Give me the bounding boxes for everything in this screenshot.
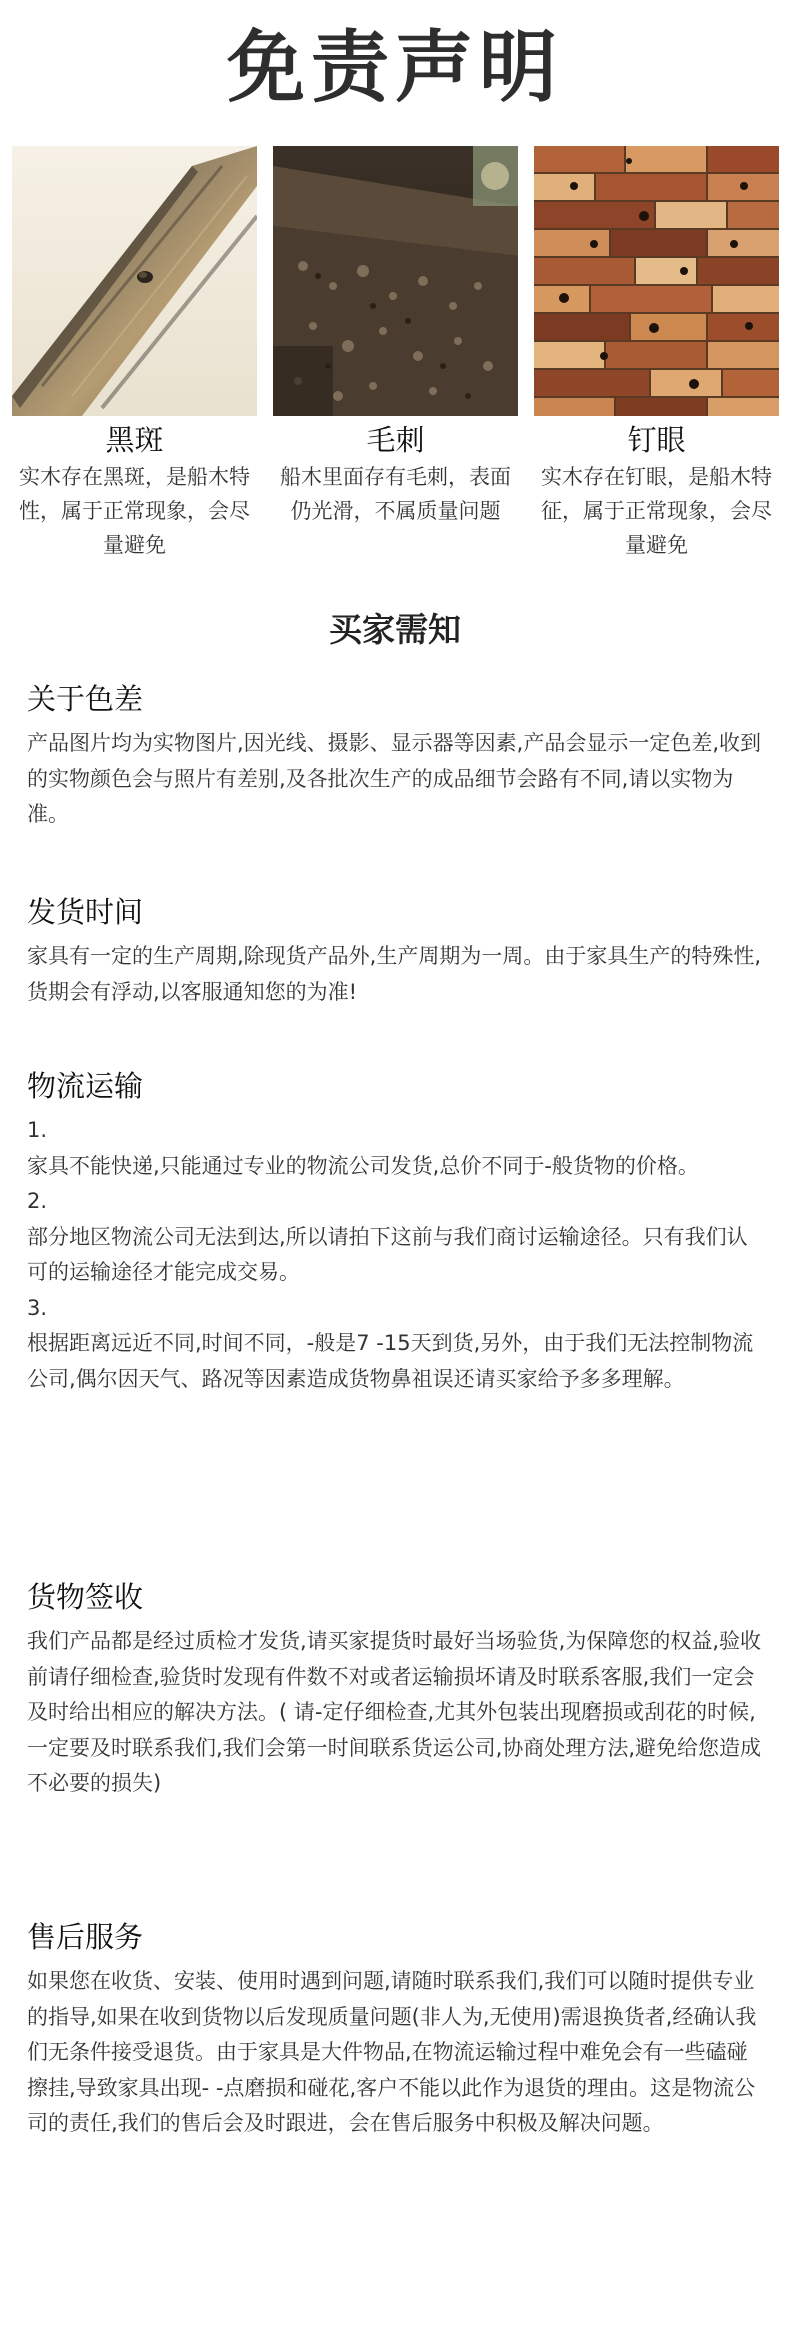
disclaimer-text: 实木存在钉眼，是船木特征，属于正常现象，会尽量避免 [541,465,772,557]
section-paragraph: 如果您在收货、安装、使用时遇到问题,请随时联系我们,我们可以随时提供专业的指导,如果在收到货物以后发现质量问题(非人为,无使用)需退换货者,经确认我们无条件接受退货。由于家具是大件物品,在物流运输过程中难免会有一些磕碰擦挂,导致家具出现- -点磨损和碰花,客户不能以此作为退货的理由。这是物流公司的责任,我们的售后会及时跟进，会在售后服务中积极及解决问题。 [27,1969,757,2135]
section-heading: 物流运输 [27,1069,144,1103]
section-goods-receipt [27,1578,767,1802]
disclaimer-black-spot [12,420,257,562]
disclaimer-title: 毛刺 [366,423,425,457]
section-logistics [27,1067,767,1397]
section-paragraph: 3. [27,1295,48,1320]
disclaimer-title: 黑斑 [105,423,164,457]
disclaimer-burr [273,420,518,528]
disclaimer-text: 船木里面存有毛刺，表面仍光滑，不属质量问题 [280,465,511,523]
defect-image-row [12,146,778,416]
disclaimer-text: 实木存在黑斑，是船木特性，属于正常现象，会尽量避免 [19,465,250,557]
rough-boat-wood-table-photo [273,146,518,416]
section-paragraph: 部分地区物流公司无法到达,所以请拍下这前与我们商讨运输途径。只有我们认可的运输途径才能完成交易。 [27,1224,748,1284]
dark-wood-plank-photo [12,146,257,416]
section-paragraph: 家具不能快递,只能通过专业的物流公司发货,总价不同于-般货物的价格。 [27,1153,699,1178]
section-color-difference [27,680,767,833]
disclaimer-title: 钉眼 [627,423,686,457]
page-title: 免责声明 [226,23,563,113]
section-paragraph: 产品图片均为实物图片,因光线、摄影、显示器等因素,产品会显示一定色差,收到的实物颜色会与照片有差别,及各批次生产的成品细节会路有不同,请以实物为准。 [27,731,762,826]
section-after-sales [27,1918,767,2142]
section-paragraph: 家具有一定的生产周期,除现货产品外,生产周期为一周。由于家具生产的特殊性,货期会有浮动,以客服通知您的为准! [27,944,762,1004]
section-heading: 发货时间 [27,895,144,929]
buyer-notice-title: 买家需知 [329,610,461,649]
section-paragraph: 1. [27,1118,48,1142]
section-shipping-time [27,893,767,1010]
section-paragraph: 根据距离远近不同,时间不同，-般是7 -15天到货,另外，由于我们无法控制物流公司,偶尔因天气、路况等因素造成货物鼻祖误还请买家给予多多理解。 [27,1331,754,1391]
nail-hole-wood-panel-photo [534,146,779,416]
section-heading: 关于色差 [27,682,144,716]
section-heading: 售后服务 [27,1920,144,1954]
section-paragraph: 2. [27,1189,48,1213]
disclaimer-nail-hole [534,420,779,562]
section-paragraph: 我们产品都是经过质检才发货,请买家提货时最好当场验货,为保障您的权益,验收前请仔细检查,验货时发现有件数不对或者运输损坏请及时联系客服,我们一定会及时给出相应的解决方法。( 请-定仔细检查,尤其外包装出现磨损或刮花的时候, 一定要及时联系我们,我们会第一时间联系货运公司,协商处理方法,避免给您造成不必要的损失) [27,1629,762,1795]
section-heading: 货物签收 [27,1580,144,1614]
